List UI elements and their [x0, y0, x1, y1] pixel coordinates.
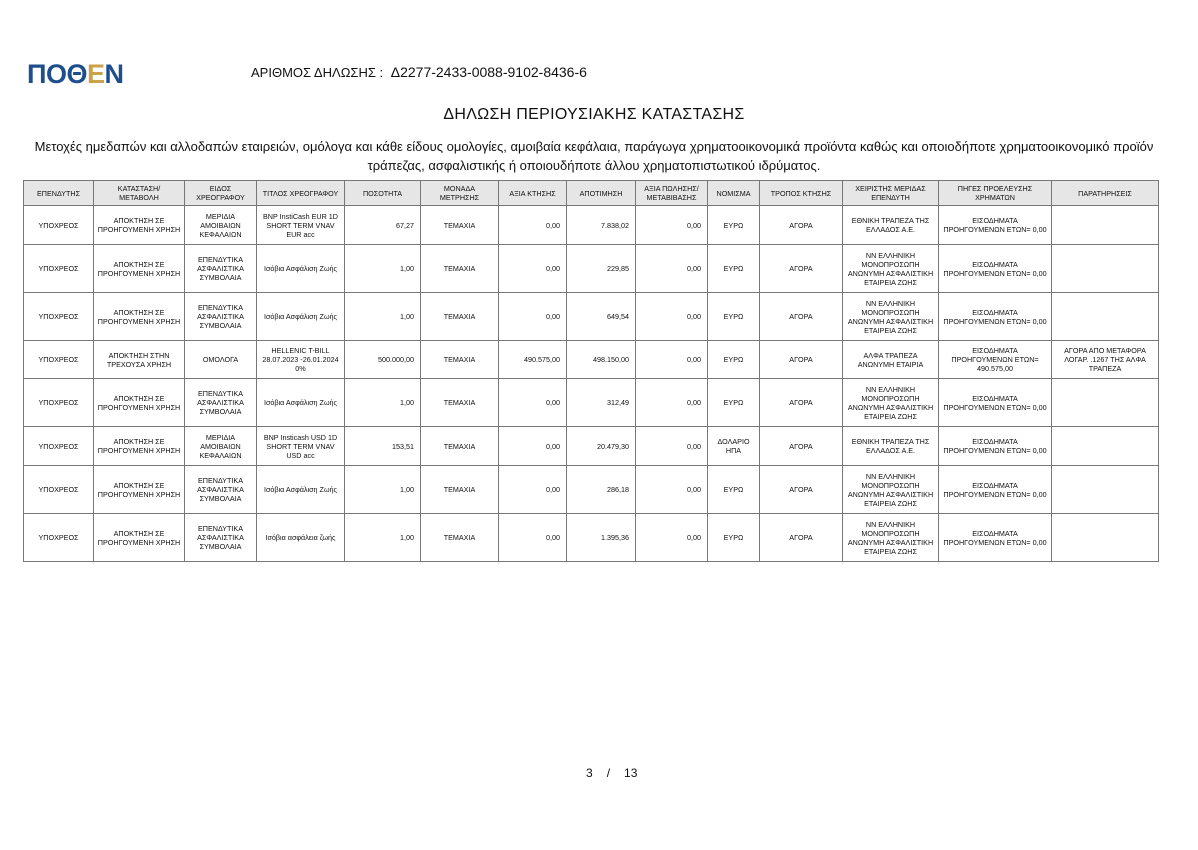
- table-cell: 0,00: [636, 341, 708, 379]
- table-cell: ΜΕΡΙΔΙΑ ΑΜΟΙΒΑΙΩΝ ΚΕΦΑΛΑΙΩΝ: [185, 427, 257, 466]
- table-cell: ΥΠΟΧΡΕΟΣ: [24, 466, 94, 514]
- column-header: ΑΞΙΑ ΠΩΛΗΣΗΣ/ ΜΕΤΑΒΙΒΑΣΗΣ: [636, 181, 708, 206]
- table-cell: ΤΕΜΑΧΙΑ: [421, 427, 499, 466]
- table-cell: 0,00: [499, 466, 567, 514]
- table-cell: 20.479,30: [567, 427, 636, 466]
- column-header: ΠΑΡΑΤΗΡΗΣΕΙΣ: [1052, 181, 1159, 206]
- table-cell: 0,00: [636, 245, 708, 293]
- table-cell: ΕΥΡΩ: [708, 379, 760, 427]
- table-cell: NN ΕΛΛΗΝΙΚΗ ΜΟΝΟΠΡΟΣΩΠΗ ΑΝΩΝΥΜΗ ΑΣΦΑΛΙΣΤΙΚΗ ΕΤΑΙΡΕΙΑ ΖΩΗΣ: [843, 379, 939, 427]
- table-cell: ΑΓΟΡΑ ΑΠΟ ΜΕΤΑΦΟΡΑ ΛΟΓΑΡ. .1267 ΤΗΣ ΑΛΦΑ ΤΡΑΠΕΖΑ: [1052, 341, 1159, 379]
- table-row: [24, 293, 1159, 341]
- table-cell: NN ΕΛΛΗΝΙΚΗ ΜΟΝΟΠΡΟΣΩΠΗ ΑΝΩΝΥΜΗ ΑΣΦΑΛΙΣΤΙΚΗ ΕΤΑΙΡΕΙΑ ΖΩΗΣ: [843, 245, 939, 293]
- table-cell: 0,00: [499, 514, 567, 562]
- table-cell: ΑΠΟΚΤΗΣΗ ΣΕ ΠΡΟΗΓΟΥΜΕΝΗ ΧΡΗΣΗ: [94, 293, 185, 341]
- table-cell: 312,49: [567, 379, 636, 427]
- table-cell: [1052, 466, 1159, 514]
- section-description: Μετοχές ημεδαπών και αλλοδαπών εταιρειών, ομόλογα και κάθε είδους ομολογίες, αμοιβαία κεφάλαια, παράγωγα χρηματοοικονομικά προϊόντα καθώς και οποιοδήποτε χρηματοοικονομικό προϊόν τράπεζας, ασφαλιστικής ή οποιουδήποτε άλλου χρηματοπιστωτικού ιδρύματος.: [34, 139, 1154, 173]
- column-header: ΤΙΤΛΟΣ ΧΡΕΟΓΡΑΦΟΥ: [257, 181, 345, 206]
- table-cell: ΕΘΝΙΚΗ ΤΡΑΠΕΖΑ ΤΗΣ ΕΛΛΑΔΟΣ Α.Ε.: [843, 427, 939, 466]
- table-cell: ΕΙΣΟΔΗΜΑΤΑ ΠΡΟΗΓΟΥΜΕΝΩΝ ΕΤΩΝ= 0,00: [939, 293, 1052, 341]
- table-cell: ΕΥΡΩ: [708, 206, 760, 245]
- column-header: ΠΗΓΕΣ ΠΡΟΕΛΕΥΣΗΣ ΧΡΗΜΑΤΩΝ: [939, 181, 1052, 206]
- table-row: [24, 427, 1159, 466]
- table-cell: ΥΠΟΧΡΕΟΣ: [24, 514, 94, 562]
- table-cell: ΑΠΟΚΤΗΣΗ ΣΕ ΠΡΟΗΓΟΥΜΕΝΗ ΧΡΗΣΗ: [94, 379, 185, 427]
- table-cell: ΕΙΣΟΔΗΜΑΤΑ ΠΡΟΗΓΟΥΜΕΝΩΝ ΕΤΩΝ= 0,00: [939, 206, 1052, 245]
- table-cell: 649,54: [567, 293, 636, 341]
- table-cell: 286,18: [567, 466, 636, 514]
- table-cell: Ισόβια Ασφάλιση Ζωής: [257, 293, 345, 341]
- table-cell: 1,00: [345, 379, 421, 427]
- table-cell: ΔΟΛΑΡΙΟ ΗΠΑ: [708, 427, 760, 466]
- table-cell: ΕΙΣΟΔΗΜΑΤΑ ΠΡΟΗΓΟΥΜΕΝΩΝ ΕΤΩΝ= 0,00: [939, 466, 1052, 514]
- table-cell: ΕΙΣΟΔΗΜΑΤΑ ΠΡΟΗΓΟΥΜΕΝΩΝ ΕΤΩΝ= 0,00: [939, 379, 1052, 427]
- table-cell: ΤΕΜΑΧΙΑ: [421, 514, 499, 562]
- table-cell: ΑΓΟΡΑ: [760, 379, 843, 427]
- table-cell: [1052, 427, 1159, 466]
- table-cell: ΑΠΟΚΤΗΣΗ ΣΕ ΠΡΟΗΓΟΥΜΕΝΗ ΧΡΗΣΗ: [94, 206, 185, 245]
- table-cell: ΑΠΟΚΤΗΣΗ ΣΕ ΠΡΟΗΓΟΥΜΕΝΗ ΧΡΗΣΗ: [94, 427, 185, 466]
- table-row: [24, 206, 1159, 245]
- table-cell: ΥΠΟΧΡΕΟΣ: [24, 245, 94, 293]
- page-separator: /: [606, 766, 611, 780]
- table-cell: 1,00: [345, 514, 421, 562]
- table-cell: ΑΠΟΚΤΗΣΗ ΣΕ ΠΡΟΗΓΟΥΜΕΝΗ ΧΡΗΣΗ: [94, 514, 185, 562]
- table-cell: BNP InstiCash EUR 1D SHORT TERM VNAV EUR acc: [257, 206, 345, 245]
- table-row: [24, 341, 1159, 379]
- table-cell: ΕΠΕΝΔΥΤΙΚΑ ΑΣΦΑΛΙΣΤΙΚΑ ΣΥΜΒΟΛΑΙΑ: [185, 245, 257, 293]
- table-cell: ΑΓΟΡΑ: [760, 466, 843, 514]
- table-cell: 1,00: [345, 293, 421, 341]
- current-page: 3: [586, 766, 593, 780]
- table-cell: ΥΠΟΧΡΕΟΣ: [24, 341, 94, 379]
- pothen-logo: [27, 58, 124, 90]
- table-cell: ΤΕΜΑΧΙΑ: [421, 466, 499, 514]
- column-header: ΜΟΝΑΔΑ ΜΕΤΡΗΣΗΣ: [421, 181, 499, 206]
- total-pages: 13: [624, 766, 638, 780]
- table-cell: ΥΠΟΧΡΕΟΣ: [24, 293, 94, 341]
- table-cell: ΕΠΕΝΔΥΤΙΚΑ ΑΣΦΑΛΙΣΤΙΚΑ ΣΥΜΒΟΛΑΙΑ: [185, 514, 257, 562]
- table-cell: Ισόβια Ασφάλιση Ζωής: [257, 466, 345, 514]
- column-header: ΧΕΙΡΙΣΤΗΣ ΜΕΡΙΔΑΣ ΕΠΕΝΔΥΤΗ: [843, 181, 939, 206]
- column-header: ΚΑΤΑΣΤΑΣΗ/ ΜΕΤΑΒΟΛΗ: [94, 181, 185, 206]
- declaration-number: [251, 64, 587, 80]
- table-cell: 1,00: [345, 245, 421, 293]
- table-row: [24, 379, 1159, 427]
- column-header: ΑΠΟΤΙΜΗΣΗ: [567, 181, 636, 206]
- table-cell: 0,00: [636, 293, 708, 341]
- table-cell: Ισόβια ασφάλεια ζωής: [257, 514, 345, 562]
- table-cell: ΑΛΦΑ ΤΡΑΠΕΖΑ ΑΝΩΝΥΜΗ ΕΤΑΙΡΙΑ: [843, 341, 939, 379]
- declaration-number-value: Δ2277-2433-0088-9102-8436-6: [390, 64, 587, 80]
- table-cell: [1052, 379, 1159, 427]
- table-cell: 229,85: [567, 245, 636, 293]
- table-cell: ΕΠΕΝΔΥΤΙΚΑ ΑΣΦΑΛΙΣΤΙΚΑ ΣΥΜΒΟΛΑΙΑ: [185, 466, 257, 514]
- table-cell: HELLENIC T-BILL 28.07.2023 -26.01.2024 0%: [257, 341, 345, 379]
- table-cell: [1052, 206, 1159, 245]
- table-cell: 500.000,00: [345, 341, 421, 379]
- column-header: ΕΙΔΟΣ ΧΡΕΟΓΡΑΦΟΥ: [185, 181, 257, 206]
- table-cell: ΑΓΟΡΑ: [760, 427, 843, 466]
- table-row: [24, 245, 1159, 293]
- table-cell: Ισόβια Ασφάλιση Ζωής: [257, 245, 345, 293]
- table-cell: 490.575,00: [499, 341, 567, 379]
- table-cell: ΑΓΟΡΑ: [760, 341, 843, 379]
- table-cell: 67,27: [345, 206, 421, 245]
- table-cell: ΕΘΝΙΚΗ ΤΡΑΠΕΖΑ ΤΗΣ ΕΛΛΑΔΟΣ Α.Ε.: [843, 206, 939, 245]
- table-cell: ΕΙΣΟΔΗΜΑΤΑ ΠΡΟΗΓΟΥΜΕΝΩΝ ΕΤΩΝ= 0,00: [939, 427, 1052, 466]
- table-cell: ΤΕΜΑΧΙΑ: [421, 293, 499, 341]
- table-cell: 0,00: [636, 206, 708, 245]
- table-cell: [1052, 245, 1159, 293]
- column-header: ΤΡΟΠΟΣ ΚΤΗΣΗΣ: [760, 181, 843, 206]
- table-cell: ΥΠΟΧΡΕΟΣ: [24, 379, 94, 427]
- table-cell: 0,00: [499, 427, 567, 466]
- table-cell: ΕΥΡΩ: [708, 293, 760, 341]
- table-cell: ΕΥΡΩ: [708, 514, 760, 562]
- table-cell: ΤΕΜΑΧΙΑ: [421, 379, 499, 427]
- table-cell: NN ΕΛΛΗΝΙΚΗ ΜΟΝΟΠΡΟΣΩΠΗ ΑΝΩΝΥΜΗ ΑΣΦΑΛΙΣΤΙΚΗ ΕΤΑΙΡΕΙΑ ΖΩΗΣ: [843, 466, 939, 514]
- declaration-label: ΑΡΙΘΜΟΣ ΔΗΛΩΣΗΣ :: [251, 65, 384, 80]
- table-cell: ΕΠΕΝΔΥΤΙΚΑ ΑΣΦΑΛΙΣΤΙΚΑ ΣΥΜΒΟΛΑΙΑ: [185, 293, 257, 341]
- page-indicator: [586, 766, 637, 780]
- table-cell: NN ΕΛΛΗΝΙΚΗ ΜΟΝΟΠΡΟΣΩΠΗ ΑΝΩΝΥΜΗ ΑΣΦΑΛΙΣΤΙΚΗ ΕΤΑΙΡΕΙΑ ΖΩΗΣ: [843, 293, 939, 341]
- table-cell: ΑΓΟΡΑ: [760, 206, 843, 245]
- table-cell: ΑΓΟΡΑ: [760, 245, 843, 293]
- table-cell: ΑΓΟΡΑ: [760, 514, 843, 562]
- table-cell: 0,00: [636, 466, 708, 514]
- table-cell: 0,00: [636, 379, 708, 427]
- logo-text-c: Ν: [104, 59, 124, 89]
- table-cell: ΥΠΟΧΡΕΟΣ: [24, 427, 94, 466]
- table-cell: ΕΥΡΩ: [708, 245, 760, 293]
- table-cell: ΕΥΡΩ: [708, 466, 760, 514]
- table-cell: ΕΙΣΟΔΗΜΑΤΑ ΠΡΟΗΓΟΥΜΕΝΩΝ ΕΤΩΝ= 0,00: [939, 514, 1052, 562]
- assets-table: [23, 180, 1159, 562]
- table-cell: NN ΕΛΛΗΝΙΚΗ ΜΟΝΟΠΡΟΣΩΠΗ ΑΝΩΝΥΜΗ ΑΣΦΑΛΙΣΤΙΚΗ ΕΤΑΙΡΕΙΑ ΖΩΗΣ: [843, 514, 939, 562]
- column-header: ΑΞΙΑ ΚΤΗΣΗΣ: [499, 181, 567, 206]
- logo-text-b: Ε: [87, 59, 105, 89]
- table-header-row: [24, 181, 1159, 206]
- table-cell: 1.395,36: [567, 514, 636, 562]
- table-cell: ΜΕΡΙΔΙΑ ΑΜΟΙΒΑΙΩΝ ΚΕΦΑΛΑΙΩΝ: [185, 206, 257, 245]
- table-cell: ΤΕΜΑΧΙΑ: [421, 341, 499, 379]
- table-cell: ΕΥΡΩ: [708, 341, 760, 379]
- table-cell: ΕΠΕΝΔΥΤΙΚΑ ΑΣΦΑΛΙΣΤΙΚΑ ΣΥΜΒΟΛΑΙΑ: [185, 379, 257, 427]
- table-cell: ΕΙΣΟΔΗΜΑΤΑ ΠΡΟΗΓΟΥΜΕΝΩΝ ΕΤΩΝ= 490.575,00: [939, 341, 1052, 379]
- table-cell: BNP Insticash USD 1D SHORT TERM VNAV USD acc: [257, 427, 345, 466]
- table-cell: ΤΕΜΑΧΙΑ: [421, 245, 499, 293]
- table-cell: 0,00: [499, 206, 567, 245]
- logo-text-a: ΠΟΘ: [27, 59, 88, 89]
- table-cell: ΕΙΣΟΔΗΜΑΤΑ ΠΡΟΗΓΟΥΜΕΝΩΝ ΕΤΩΝ= 0,00: [939, 245, 1052, 293]
- table-cell: [1052, 293, 1159, 341]
- table-cell: ΑΓΟΡΑ: [760, 293, 843, 341]
- table-cell: 0,00: [499, 293, 567, 341]
- table-cell: 7.838,02: [567, 206, 636, 245]
- table-cell: ΟΜΟΛΟΓΑ: [185, 341, 257, 379]
- table-cell: ΑΠΟΚΤΗΣΗ ΣΕ ΠΡΟΗΓΟΥΜΕΝΗ ΧΡΗΣΗ: [94, 466, 185, 514]
- table-cell: 0,00: [636, 514, 708, 562]
- table-cell: 0,00: [636, 427, 708, 466]
- table-cell: ΑΠΟΚΤΗΣΗ ΣΤΗΝ ΤΡΕΧΟΥΣΑ ΧΡΗΣΗ: [94, 341, 185, 379]
- table-row: [24, 514, 1159, 562]
- table-cell: ΥΠΟΧΡΕΟΣ: [24, 206, 94, 245]
- column-header: ΝΟΜΙΣΜΑ: [708, 181, 760, 206]
- table-cell: 498.150,00: [567, 341, 636, 379]
- column-header: ΕΠΕΝΔΥΤΗΣ: [24, 181, 94, 206]
- table-cell: 1,00: [345, 466, 421, 514]
- table-cell: ΤΕΜΑΧΙΑ: [421, 206, 499, 245]
- table-cell: Ισόβια Ασφάλιση Ζωής: [257, 379, 345, 427]
- table-cell: 0,00: [499, 245, 567, 293]
- column-header: ΠΟΣΟΤΗΤΑ: [345, 181, 421, 206]
- table-row: [24, 466, 1159, 514]
- table-cell: ΑΠΟΚΤΗΣΗ ΣΕ ΠΡΟΗΓΟΥΜΕΝΗ ΧΡΗΣΗ: [94, 245, 185, 293]
- table-cell: 153,51: [345, 427, 421, 466]
- table-cell: [1052, 514, 1159, 562]
- page-title: ΔΗΛΩΣΗ ΠΕΡΙΟΥΣΙΑΚΗΣ ΚΑΤΑΣΤΑΣΗΣ: [443, 106, 745, 123]
- table-cell: 0,00: [499, 379, 567, 427]
